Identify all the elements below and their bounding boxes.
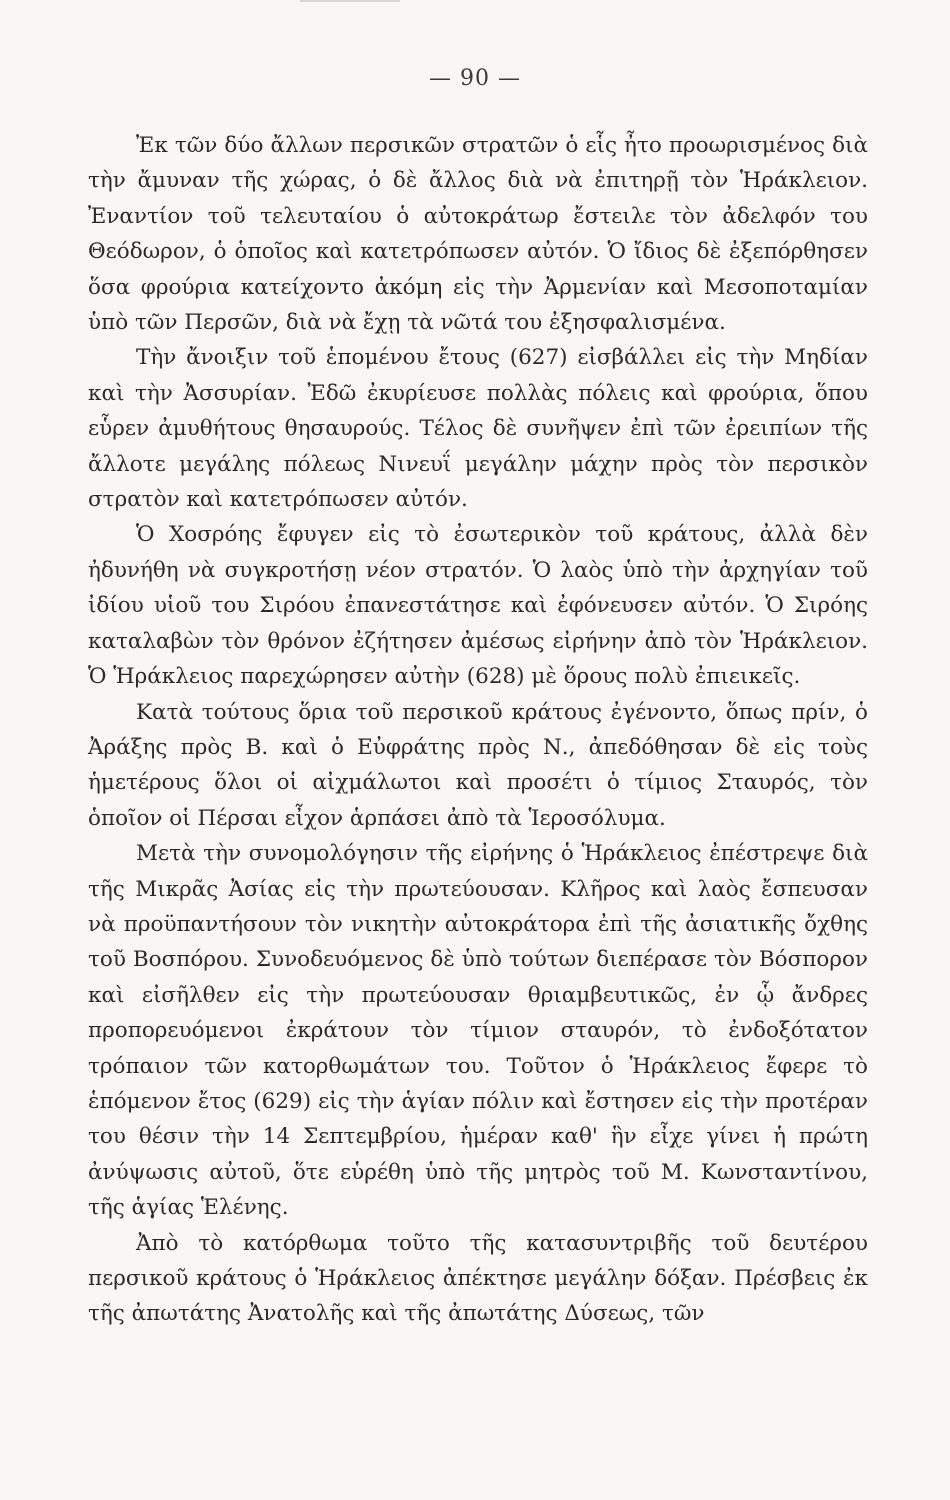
paragraph: Μετὰ τὴν συνομολόγησιν τῆς εἰρήνης ὁ Ἡράκλειος ἐπέστρεψε διὰ τῆς Μικρᾶς Ἀσίας εἰς τὴν πρωτεύουσαν. Κλῆρος καὶ λαὸς ἔσπευσαν νὰ προϋπαντήσουν τὸν νικητὴν αὐτοκράτορα ἐπὶ τῆς ἀσιατικῆς ὄχθης τοῦ Βοσπόρου. Συνοδευόμενος δὲ ὑπὸ τούτων διεπέρασε τὸν Βόσπορον καὶ εἰσῆλθεν εἰς τὴν πρωτεύουσαν θριαμβευτικῶς, ἐν ᾧ ἄνδρες προπορευόμενοι ἐκράτουν τὸν τίμιον σταυρόν, τὸ ἐνδοξότατον τρόπαιον τῶν κατορθωμάτων του. Τοῦτον ὁ Ἡράκλειος ἔφερε τὸ ἑπόμενον ἔτος (629) εἰς τὴν ἁγίαν πόλιν καὶ ἔστησεν εἰς τὴν προτέραν του θέσιν τὴν 14 Σεπτεμβρίου, ἡμέραν καθ' ἣν εἶχε γίνει ἡ πρώτη ἀνύψωσις αὐτοῦ, ὅτε εὑρέθη ὑπὸ τῆς μητρὸς τοῦ Μ. Κωνσταντίνου, τῆς ἁγίας Ἑλένης. xyxy=(88,841,868,1221)
page-number: — 90 — xyxy=(429,66,521,91)
paragraph: Ὁ Χοσρόης ἔφυγεν εἰς τὸ ἐσωτερικὸν τοῦ κράτους, ἀλλὰ δὲν ἠδυνήθη νὰ συγκροτήσῃ νέον στρατόν. Ὁ λαὸς ὑπὸ τὴν ἀρχηγίαν τοῦ ἰδίου υἱοῦ του Σιρόου ἐπανεστάτησε καὶ ἐφόνευσεν αὐτόν. Ὁ Σιρόης καταλαβὼν τὸν θρόνον ἐζήτησεν ἀμέσως εἰρήνην ἀπὸ τὸν Ἡράκλειον. Ὁ Ἡράκλειος παρεχώρησεν αὐτὴν (628) μὲ ὅρους πολὺ ἐπιεικεῖς. xyxy=(88,522,868,690)
page-edge-mark xyxy=(300,0,400,2)
paragraph: Τὴν ἄνοιξιν τοῦ ἑπομένου ἔτους (627) εἰσβάλλει εἰς τὴν Μηδίαν καὶ τὴν Ἀσσυρίαν. Ἐδῶ ἐκυρίευσε πολλὰς πόλεις καὶ φρούρια, ὅπου εὗρεν ἀμυθήτους θησαυρούς. Τέλος δὲ συνῆψεν ἐπὶ τῶν ἐρειπίων τῆς ἄλλοτε μεγάλης πόλεως Νινευΐ μεγάλην μάχην πρὸς τὸν περσικὸν στρατὸν καὶ κατετρόπωσεν αὐτόν. xyxy=(88,345,868,513)
paragraph: Κατὰ τούτους ὅρια τοῦ περσικοῦ κράτους ἐγένοντο, ὅπως πρίν, ὁ Ἀράξης πρὸς Β. καὶ ὁ Εὐφράτης πρὸς Ν., ἀπεδόθησαν δὲ εἰς τοὺς ἡμετέρους ὅλοι οἱ αἰχμάλωτοι καὶ προσέτι ὁ τίμιος Σταυρός, τὸν ὁποῖον οἱ Πέρσαι εἶχον ἁρπάσει ἀπὸ τὰ Ἱεροσόλυμα. xyxy=(88,699,868,831)
body-text xyxy=(88,128,868,1332)
paragraph: Ἀπὸ τὸ κατόρθωμα τοῦτο τῆς κατασυντριβῆς τοῦ δευτέρου περσικοῦ κράτους ὁ Ἡράκλειος ἀπέκτησε μεγάλην δόξαν. Πρέσβεις ἐκ τῆς ἀπωτάτης Ἀνατολῆς καὶ τῆς ἀπωτάτης Δύσεως, τῶν xyxy=(88,1230,868,1327)
paragraph: Ἐκ τῶν δύο ἄλλων περσικῶν στρατῶν ὁ εἷς ἦτο προωρισμένος διὰ τὴν ἄμυναν τῆς χώρας, ὁ δὲ ἄλλος διὰ νὰ ἐπιτηρῇ τὸν Ἡράκλειον. Ἐναντίον τοῦ τελευταίου ὁ αὐτοκράτωρ ἔστειλε τὸν ἀδελφόν του Θεόδωρον, ὁ ὁποῖος καὶ κατετρόπωσεν αὐτόν. Ὁ ἴδιος δὲ ἐξεπόρθησεν ὅσα φρούρια κατείχοντο ἀκόμη εἰς τὴν Ἀρμενίαν καὶ Μεσοποταμίαν ὑπὸ τῶν Περσῶν, διὰ νὰ ἔχῃ τὰ νῶτά του ἐξησφαλισμένα. xyxy=(88,133,868,336)
